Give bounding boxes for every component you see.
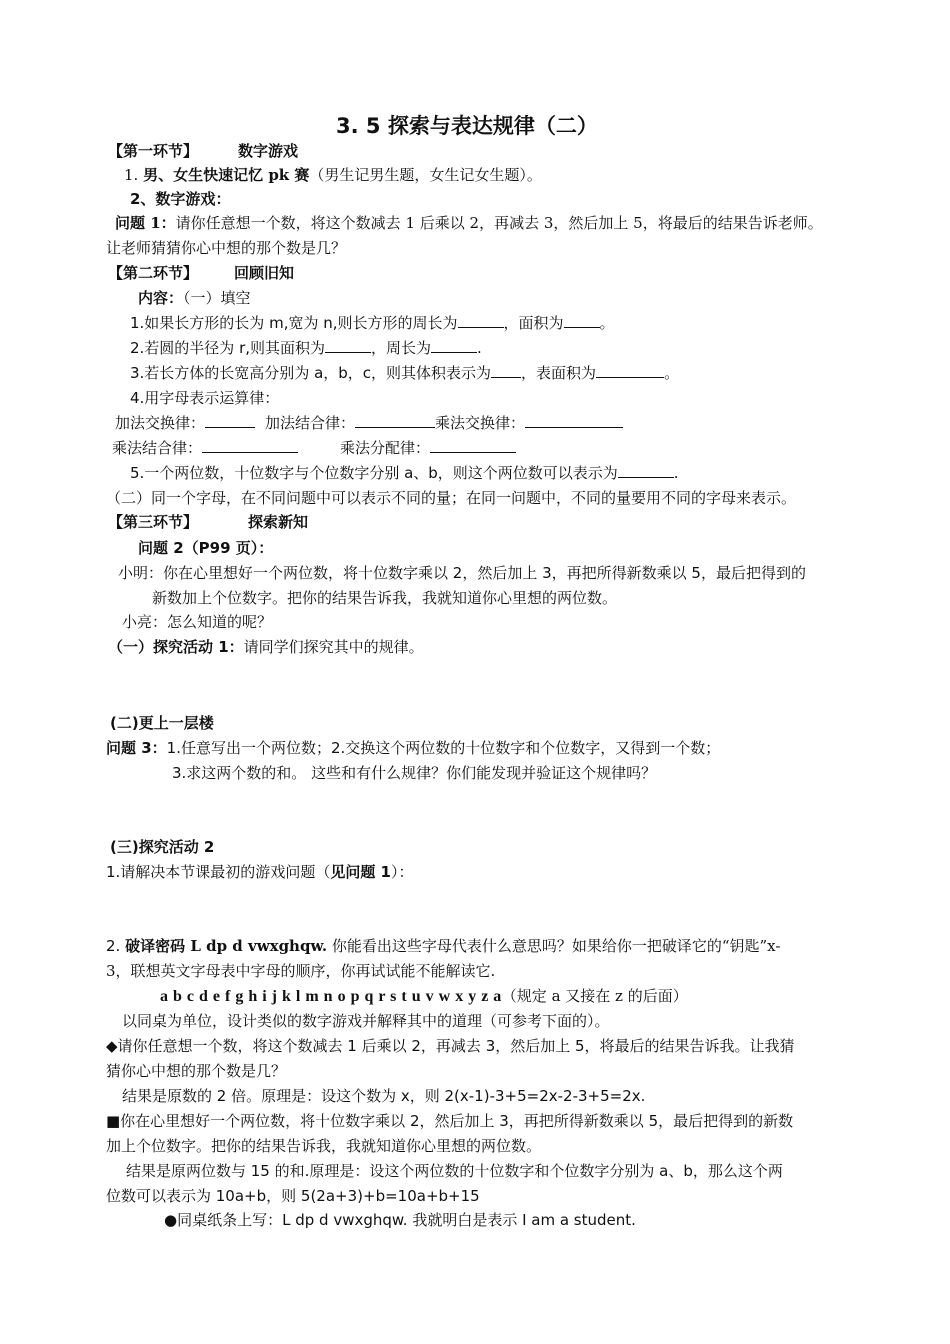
fill-2 [130,337,482,359]
section-2-heading [108,262,294,284]
question-text: 1.任意写出一个两位数；2.交换这个两位数的十位数字和个位数字，又得到一个数； [166,739,721,757]
activity-2-heading: (三)探究活动 2 [110,838,215,856]
page-title: 3. 5 探索与表达规律（二） [336,114,598,138]
law-label: 乘法分配律： [340,439,431,457]
game-1-cont: 猜你心中想的那个数是几？ [106,1062,287,1080]
fill-text: 3.若长方体的长宽高分别为 a，b，c，则其体积表示为 [130,364,492,382]
fill-text: . [477,339,482,357]
content-text: （一）填空 [183,289,251,307]
blank[interactable] [355,413,435,428]
fill-text: ，面积为 [503,314,564,332]
solve-text: 1.请解决本节课最初的游戏问题（ [106,863,331,881]
game-2: ■你在心里想好一个两位数，将十位数字乘以 2，然后加上 3，再把所得新数乘以 5，最后把得到的新数 [106,1112,794,1130]
question-1 [115,212,823,234]
partner-line: 以同桌为单位，设计类似的数字游戏并解释其中的道理（可参考下面的）。 [122,1012,610,1030]
blank[interactable] [458,313,504,328]
question-2-label: 问题 2（P99 页）： [138,539,274,557]
section-tag: 【第一环节】 [108,142,199,160]
blank[interactable] [596,363,664,378]
question-label: 问题 1： [115,214,176,232]
blank[interactable] [525,413,623,428]
section-1-heading [108,140,298,162]
question-1-cont: 让老师猜猜你心中想的那个数是几？ [106,239,347,257]
question-label: 问题 3： [106,739,167,757]
item-number: 1. [124,166,139,184]
section-3-heading [108,511,308,533]
item-1 [124,164,542,186]
solve-bold: 见问题 1 [330,863,391,881]
blank[interactable] [430,438,516,453]
alphabet-note: （规定 a 又接在 z 的后面） [501,987,688,1005]
section-name: 探索新知 [248,513,309,531]
fill-text: 2.若圆的半径为 r,则其面积为 [130,339,326,357]
blank[interactable] [564,313,600,328]
game-1: ◆请你任意想一个数，将这个数减去 1 后乘以 2，再减去 3，然后加上 5，将最后的结果告诉我。让我猜 [106,1037,795,1055]
decode-num: 2. [106,937,126,955]
fill-text: ，周长为 [371,339,432,357]
decode-line [106,935,780,957]
laws-row-2 [112,437,516,459]
content-label: 内容： [138,289,184,307]
fill-text: . [673,464,679,482]
fill-text: 。 [599,314,615,332]
item-2: 2、数字游戏： [130,190,231,208]
laws-row-1 [115,412,623,434]
law-label: 加法交换律： [115,414,206,432]
alphabet-letters: a b c d e f g h i j k l m n o p q r s t u v w x y z a [160,988,502,1005]
blank[interactable] [618,463,674,478]
note-3: ●同桌纸条上写：L dp d vwxghqw. 我就明白是表示 I am a student. [164,1211,636,1229]
fill-text: ，表面积为 [521,364,597,382]
answer-2-cont: 位数可以表示为 10a+b，则 5(2a+3)+b=10a+b+15 [106,1187,480,1205]
solve-1 [106,861,414,883]
law-label: 乘法结合律： [112,439,203,457]
item-bold-text: 男、女生快速记忆 pk 赛 [143,166,310,184]
game-2-cont: 加上个位数字。把你的结果告诉我，我就知道你心里想的两位数。 [106,1137,542,1155]
item-text: （男生记男生题，女生记女生题）。 [309,166,542,184]
answer-2: 结果是原两位数与 15 的和.原理是：设这个两位数的十位数字和个位数字分别为 a、b，那么这个两 [126,1162,783,1180]
blank[interactable] [202,438,298,453]
subsection-heading: (二)更上一层楼 [110,714,214,732]
solve-text: ）： [391,863,414,881]
decode-text: 你能看出这些字母代表什么意思吗？如果给你一把破译它的“钥匙”x- [327,937,781,955]
question-3 [106,737,720,759]
xiaoliang-text: 小亮：怎么知道的呢？ [122,613,273,631]
fill-text: 1.如果长方形的长为 m,宽为 n,则长方形的周长为 [130,314,458,332]
xiaoming-text-cont: 新数加上个位数字。把你的结果告诉我，我就知道你心里想的两位数。 [152,589,618,607]
law-label: 加法结合律： [265,414,356,432]
question-3-cont: 3.求这两个数的和。 这些和有什么规律？你们能发现并验证这个规律吗？ [172,764,657,782]
xiaoming-text: 小明：你在心里想好一个两位数，将十位数字乘以 2，然后加上 3，再把所得新数乘以 5，最后把得到的 [118,564,806,582]
fill-text: 。 [664,364,680,382]
question-text: 请你任意想一个数，将这个数减去 1 后乘以 2，再减去 3，然后加上 5，将最后的结果告诉老师。 [175,214,823,232]
blank[interactable] [325,338,371,353]
answer-1: 结果是原数的 2 倍。原理是：设这个数为 x，则 2(x-1)-3+5=2x-2-3+5=2x. [122,1087,646,1105]
blank[interactable] [431,338,477,353]
activity-label: （一）探究活动 1： [108,638,244,656]
section-tag: 【第三环节】 [108,513,199,531]
fill-3 [130,362,679,384]
note-2: （二）同一个字母，在不同问题中可以表示不同的量；在同一问题中，不同的量要用不同的字母来表示。 [106,489,797,507]
section-name: 数字游戏 [238,142,299,160]
decode-line-cont: 3，联想英文字母表中字母的顺序，你再试试能不能解读它. [106,962,496,980]
content-line [138,287,251,309]
blank[interactable] [205,413,255,428]
fill-4: 4.用字母表示运算律： [130,389,280,407]
cipher-text: 破译密码 L dp d vwxghqw. [125,937,328,955]
fill-5 [130,462,679,484]
activity-text: 请同学们探究其中的规律。 [243,638,424,656]
alphabet-line [160,985,688,1008]
activity-1 [108,636,424,658]
law-label: 乘法交换律： [435,414,526,432]
fill-text: 5.一个两位数，十位数字与个位数字分别 a、b，则这个两位数可以表示为 [130,464,618,482]
section-tag: 【第二环节】 [108,264,199,282]
fill-1 [130,312,615,334]
blank[interactable] [491,363,521,378]
section-name: 回顾旧知 [234,264,295,282]
